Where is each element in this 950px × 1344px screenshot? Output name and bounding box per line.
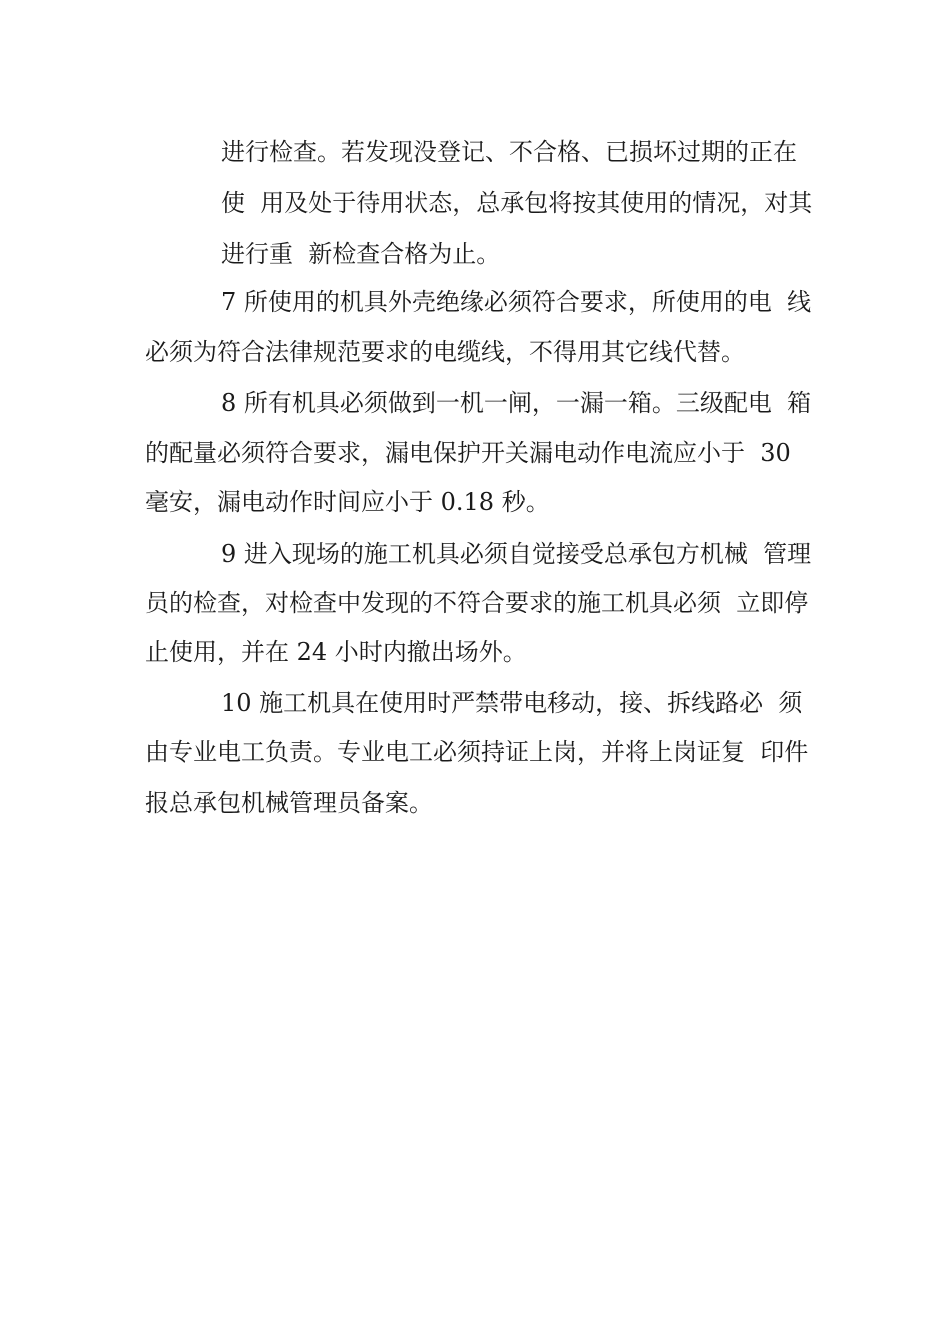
paragraph-9-line: 员的检查，对检查中发现的不符合要求的施工机具必须 立即停 [145, 589, 809, 617]
paragraph-10-line: 报总承包机械管理员备案。 [145, 789, 433, 817]
paragraph-7-line: 7 所使用的机具外壳绝缘必须符合要求，所使用的电 线 [221, 288, 812, 316]
paragraph-7-line: 必须为符合法律规范要求的电缆线，不得用其它线代替。 [145, 338, 745, 366]
text-line: 进行重 新检查合格为止。 [221, 240, 501, 268]
paragraph-10-line: 由专业电工负责。专业电工必须持证上岗，并将上岗证复 印件 [145, 738, 809, 766]
text-line: 进行检查。若发现没登记、不合格、已损坏过期的正在 [221, 138, 797, 166]
paragraph-8-line: 的配量必须符合要求，漏电保护开关漏电动作电流应小于 30 [145, 439, 791, 467]
text-line: 使 用及处于待用状态，总承包将按其使用的情况，对其 [221, 189, 813, 217]
paragraph-8-line: 8 所有机具必须做到一机一闸，一漏一箱。三级配电 箱 [221, 389, 812, 417]
paragraph-9-line: 9 进入现场的施工机具必须自觉接受总承包方机械 管理 [221, 540, 812, 568]
paragraph-8-line: 毫安，漏电动作时间应小于 0.18 秒。 [145, 488, 550, 516]
paragraph-9-line: 止使用，并在 24 小时内撤出场外。 [145, 638, 527, 666]
paragraph-10-line: 10 施工机具在使用时严禁带电移动，接、拆线路必 须 [221, 689, 803, 717]
